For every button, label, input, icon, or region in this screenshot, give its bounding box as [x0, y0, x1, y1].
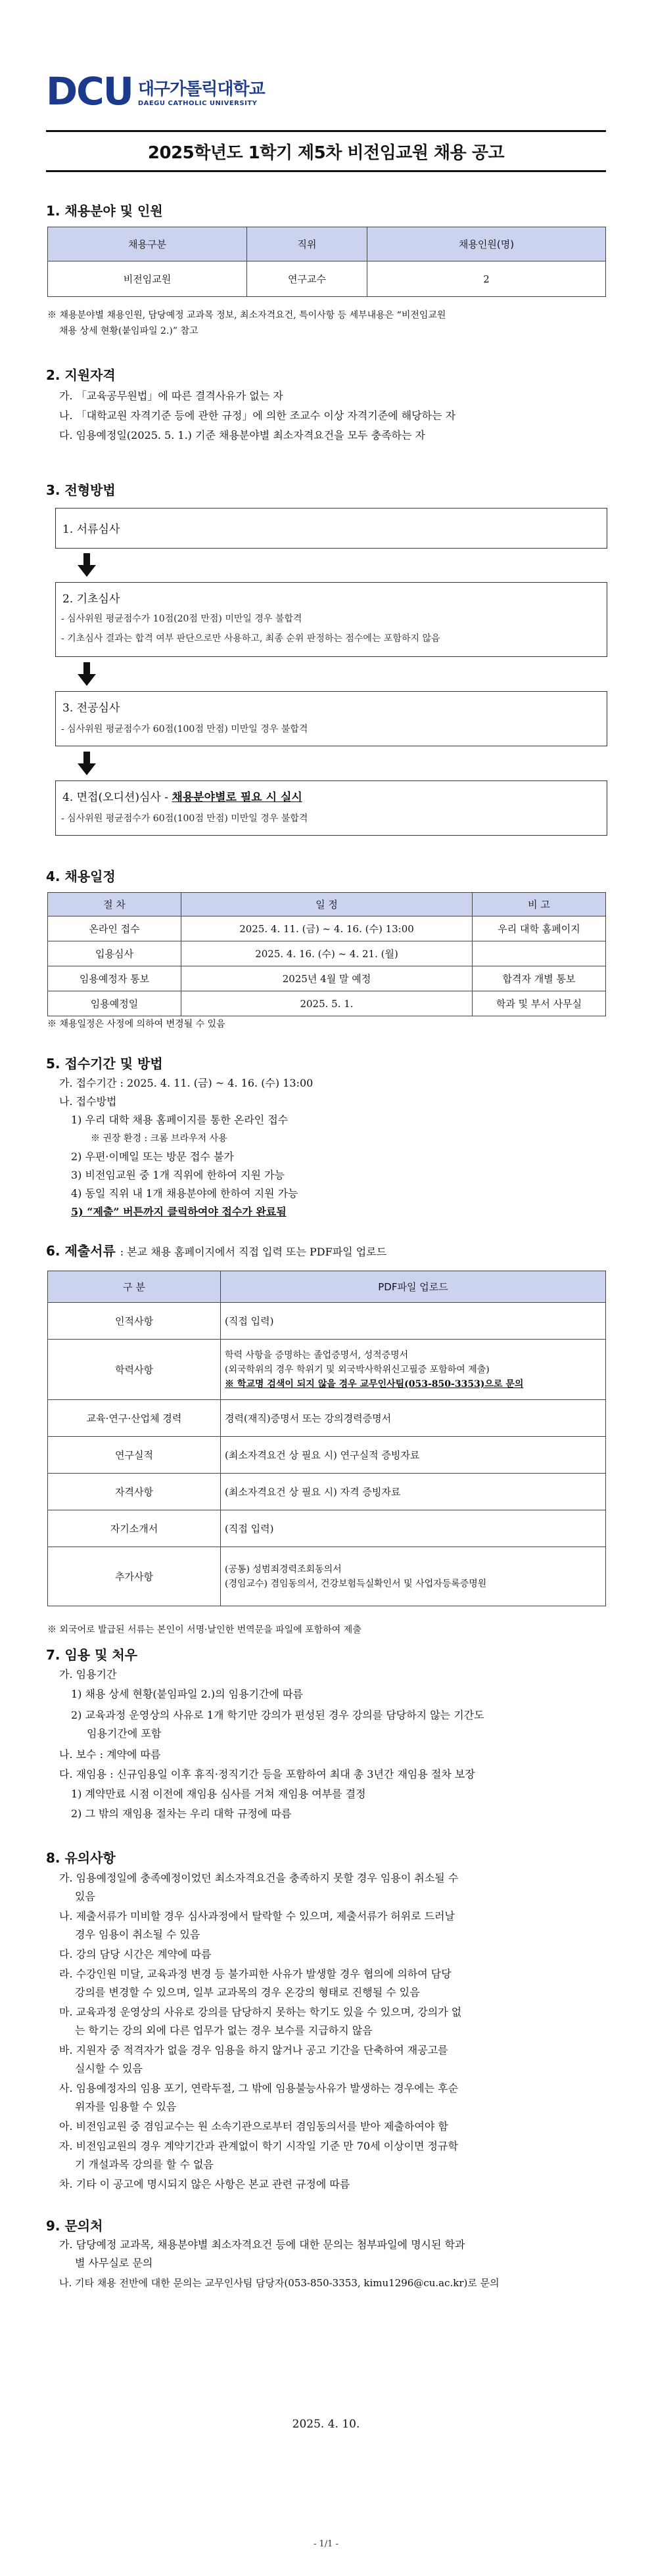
table-header: 직위: [247, 227, 367, 261]
step-detail: - 기초심사 결과는 합격 여부 판단으로만 사용하고, 최종 순위 판정하는 점수에는 포함하지 않음: [61, 633, 440, 644]
table-cell: [221, 1340, 606, 1400]
text-line: 실시할 수 있음: [75, 2062, 143, 2075]
step-label: 1. 서류심사: [62, 523, 120, 536]
arrow-down-icon: [78, 553, 96, 577]
text-line: 다. 재임용 : 신규임용일 이후 휴직·정직기간 등을 포함하여 최대 총 3년간 재임용 절차 보장: [59, 1768, 475, 1780]
step-label-main: 4. 면접(오디션)심사 -: [62, 791, 172, 804]
text-line: 2) 그 밖의 재임용 절차는 우리 대학 규정에 따름: [71, 1807, 292, 1820]
section-5-heading: 5. 접수기간 및 방법: [46, 1056, 163, 1072]
process-step-2: [55, 582, 607, 657]
table-header: 구 분: [48, 1271, 221, 1303]
text-line: 가. 임용기간: [59, 1668, 117, 1681]
table-cell: 합격자 개별 통보: [473, 966, 606, 991]
step-label-emphasis: 채용분야별로 필요 시 실시: [172, 791, 302, 804]
text-line: 는 학기는 강의 외에 다른 업무가 없는 경우 보수를 지급하지 않음: [75, 2024, 373, 2037]
table-cell: 자격사항: [48, 1474, 221, 1510]
cell-line: (경임교수) 겸임동의서, 건강보험득실확인서 및 사업자등록증명원: [225, 1578, 487, 1589]
text-line: 가. 접수기간 : 2025. 4. 11. (금) ~ 4. 16. (수) 13:00: [59, 1077, 314, 1089]
text-line: 사. 임용예정자의 임용 포기, 연락두절, 그 밖에 임용불능사유가 발생하는 경우에는 후순: [59, 2082, 459, 2094]
section-3-heading: 3. 전형방법: [46, 482, 116, 498]
schedule-table: [47, 892, 606, 1016]
section-4-heading: 4. 채용일정: [46, 869, 116, 884]
table-cell: 2025. 4. 16. (수) ~ 4. 21. (월): [181, 941, 473, 966]
step-label: 3. 전공심사: [62, 702, 120, 715]
university-logo: [46, 71, 265, 112]
table-header: 일 정: [181, 893, 473, 916]
text-line: 강의를 변경할 수 있으며, 일부 교과목의 경우 온강의 형태로 진행될 수 있음: [75, 1986, 420, 1999]
table-cell: 추가사항: [48, 1547, 221, 1606]
table-header: 절 차: [48, 893, 181, 916]
section-6-title: 6. 제출서류: [46, 1243, 116, 1259]
table-cell: (최소자격요건 상 필요 시) 연구실적 증빙자료: [221, 1437, 606, 1474]
cell-line: ※ 학교명 검색이 되지 않을 경우 교무인사팀(053-850-3353)으로 문의: [225, 1378, 524, 1390]
text-line: 나. 제출서류가 미비할 경우 심사과정에서 탈락할 수 있으며, 제출서류가 허위로 드러날: [59, 1910, 455, 1922]
text-line: 마. 교육과정 운영상의 사유로 강의를 담당하지 못하는 학기도 있을 수 있으며, 강의가 없: [59, 2006, 462, 2018]
text-line: 1) 우리 대학 채용 홈페이지를 통한 온라인 접수: [71, 1114, 289, 1126]
section-6-heading: [46, 1240, 386, 1259]
table-cell: 학과 및 부서 사무실: [473, 991, 606, 1016]
section-9-heading: 9. 문의처: [46, 2218, 103, 2234]
table-cell: (직접 입력): [221, 1510, 606, 1547]
text-line: 있음: [75, 1890, 95, 1903]
text-line: 1) 채용 상세 현황(붙임파일 2.)의 임용기간에 따름: [71, 1688, 303, 1700]
step-label: [62, 788, 302, 804]
table-cell: 우리 대학 홈페이지: [473, 916, 606, 941]
text-line: 다. 강의 담당 시간은 계약에 따름: [59, 1948, 212, 1960]
table-cell: 2025. 5. 1.: [181, 991, 473, 1016]
section-1-heading: 1. 채용분야 및 인원: [46, 203, 163, 219]
table-cell: 연구실적: [48, 1437, 221, 1474]
step-label: 2. 기초심사: [62, 593, 120, 606]
text-line: 2) 교육과정 운영상의 사유로 1개 학기만 강의가 편성된 경우 강의를 담당하지 않는 기간도: [71, 1709, 484, 1721]
text-line: 나. 기타 채용 전반에 대한 문의는 교무인사팀 담당자(053-850-3353, kimu1296@cu.ac.kr)로 문의: [59, 2277, 500, 2289]
note: ※ 채용일정은 사정에 의하여 변경될 수 있음: [47, 1019, 225, 1029]
text-line: 별 사무실로 문의: [75, 2257, 153, 2269]
section-2-heading: 2. 지원자격: [46, 367, 116, 383]
table-cell: 연구교수: [247, 261, 367, 297]
table-cell: 자기소개서: [48, 1510, 221, 1547]
table-cell: 2: [367, 261, 606, 297]
table-cell: 임용예정일: [48, 991, 181, 1016]
cell-line: 학력 사항을 증명하는 졸업증명서, 성적증명서: [225, 1349, 409, 1361]
table-cell: 2025년 4월 말 예정: [181, 966, 473, 991]
table-cell: 비전임교원: [48, 261, 247, 297]
text-line: 나. 접수방법: [59, 1095, 117, 1108]
text-line: 1) 계약만료 시점 이전에 재임용 심사를 거쳐 재임용 여부를 결정: [71, 1788, 366, 1800]
note: 채용 상세 현황(붙임파일 2.)” 참고: [59, 326, 198, 336]
section-6-desc: : 본교 채용 홈페이지에서 직접 입력 또는 PDF파일 업로드: [120, 1246, 387, 1258]
table-cell: (직접 입력): [221, 1303, 606, 1340]
table-header: 채용인원(명): [367, 227, 606, 261]
cell-line: (공통) 성범죄경력조회동의서: [225, 1564, 342, 1575]
position-table: [47, 227, 606, 297]
text-line: 자. 비전임교원의 경우 계약기간과 관계없이 학기 시작일 기준 만 70세 이상이면 정규학: [59, 2140, 458, 2152]
text-line: 2) 우편·이메일 또는 방문 접수 불가: [71, 1150, 234, 1163]
table-header: 비 고: [473, 893, 606, 916]
text-line: 위자를 임용할 수 있음: [75, 2100, 177, 2113]
table-cell: 경력(재직)증명서 또는 강의경력증명서: [221, 1400, 606, 1437]
section-8-heading: 8. 유의사항: [46, 1850, 116, 1866]
table-cell: 온라인 접수: [48, 916, 181, 941]
title-box: [46, 130, 606, 172]
text-line: 기 개설과목 강의를 할 수 없음: [75, 2158, 214, 2171]
text-line: 가. 임용예정일에 충족예정이었던 최소자격요건을 충족하지 못할 경우 임용이 취소될 수: [59, 1872, 459, 1884]
text-line: 나. 「대학교원 자격기준 등에 관한 규정」에 의한 조교수 이상 자격기준에 해당하는 자: [59, 409, 456, 422]
page-number: - 1/1 -: [314, 2539, 338, 2549]
text-line: 3) 비전임교원 중 1개 직위에 한하여 지원 가능: [71, 1169, 285, 1181]
arrow-down-icon: [78, 752, 96, 775]
table-header: PDF파일 업로드: [221, 1271, 606, 1303]
table-cell: 임용예정자 통보: [48, 966, 181, 991]
table-cell: 학력사항: [48, 1340, 221, 1400]
table-cell: 2025. 4. 11. (금) ~ 4. 16. (수) 13:00: [181, 916, 473, 941]
note: ※ 채용분야별 채용인원, 담당예정 교과목 정보, 최소자격요건, 특이사항 등 세부내용은 “비전임교원: [47, 310, 446, 321]
notice-date: 2025. 4. 10.: [292, 2418, 360, 2431]
step-detail: - 심사위원 평균점수가 10점(20점 만점) 미만일 경우 불합격: [61, 614, 302, 624]
logo-korean-name: 대구가톨릭대학교: [137, 79, 265, 99]
text-line: 나. 보수 : 계약에 따름: [59, 1748, 161, 1761]
page-title: 2025학년도 1학기 제5차 비전임교원 채용 공고: [147, 143, 505, 163]
text-line: 바. 지원자 중 적격자가 없을 경우 임용을 하지 않거나 공고 기간을 단축하여 재공고를: [59, 2044, 448, 2056]
text-line: 가. 담당예정 교과목, 채용분야별 최소자격요건 등에 대한 문의는 첨부파일에 명시된 학과: [59, 2238, 465, 2251]
table-cell: 입용심사: [48, 941, 181, 966]
logo-english-name: DAEGU CATHOLIC UNIVERSITY: [137, 100, 258, 107]
documents-table: [47, 1271, 606, 1606]
table-header: 채용구분: [48, 227, 247, 261]
text-line: 가. 「교육공무원법」에 따른 결격사유가 없는 자: [59, 390, 283, 402]
step-detail: - 심사위원 평균점수가 60점(100점 만점) 미만일 경우 불합격: [61, 724, 308, 734]
table-cell: [221, 1547, 606, 1606]
text-line: 5) “제출” 버튼까지 클릭하여야 접수가 완료됨: [71, 1206, 287, 1218]
text-line: 라. 수강인원 미달, 교육과정 변경 등 불가피한 사유가 발생할 경우 협의에 의하여 담당: [59, 1968, 452, 1980]
arrow-down-icon: [78, 662, 96, 686]
text-line: 아. 비전임교원 중 겸임교수는 원 소속기관으로부터 겸임동의서를 받아 제출하여야 함: [59, 2120, 448, 2133]
cell-line: (외국학위의 경우 학위기 및 외국박사학위신고필증 포함하여 제출): [225, 1364, 490, 1375]
table-cell: (최소자격요건 상 필요 시) 자격 증빙자료: [221, 1474, 606, 1510]
process-step-3: [55, 691, 607, 746]
process-step-4: [55, 780, 607, 836]
text-line: 경우 임용이 취소될 수 있음: [75, 1928, 200, 1941]
process-step-1: [55, 508, 607, 549]
step-detail: - 심사위원 평균점수가 60점(100점 만점) 미만일 경우 불합격: [61, 813, 308, 824]
table-cell: 인적사항: [48, 1303, 221, 1340]
logo-mark: DCU: [46, 69, 133, 114]
text-line: ※ 권장 환경 : 크롬 브라우저 사용: [91, 1133, 227, 1144]
text-line: 다. 임용예정일(2025. 5. 1.) 기준 채용분야별 최소자격요건을 모두 충족하는 자: [59, 429, 425, 441]
table-cell: [473, 941, 606, 966]
text-line: 차. 기타 이 공고에 명시되지 않은 사항은 본교 관련 규정에 따름: [59, 2178, 350, 2190]
text-line: 4) 동일 직위 내 1개 채용분야에 한하여 지원 가능: [71, 1187, 298, 1200]
section-7-heading: 7. 임용 및 처우: [46, 1647, 138, 1663]
table-cell: 교육·연구·산업체 경력: [48, 1400, 221, 1437]
note: ※ 외국어로 발급된 서류는 본인이 서명·날인한 번역문을 파일에 포함하여 제출: [47, 1625, 361, 1635]
text-line: 임용기간에 포함: [87, 1727, 162, 1740]
